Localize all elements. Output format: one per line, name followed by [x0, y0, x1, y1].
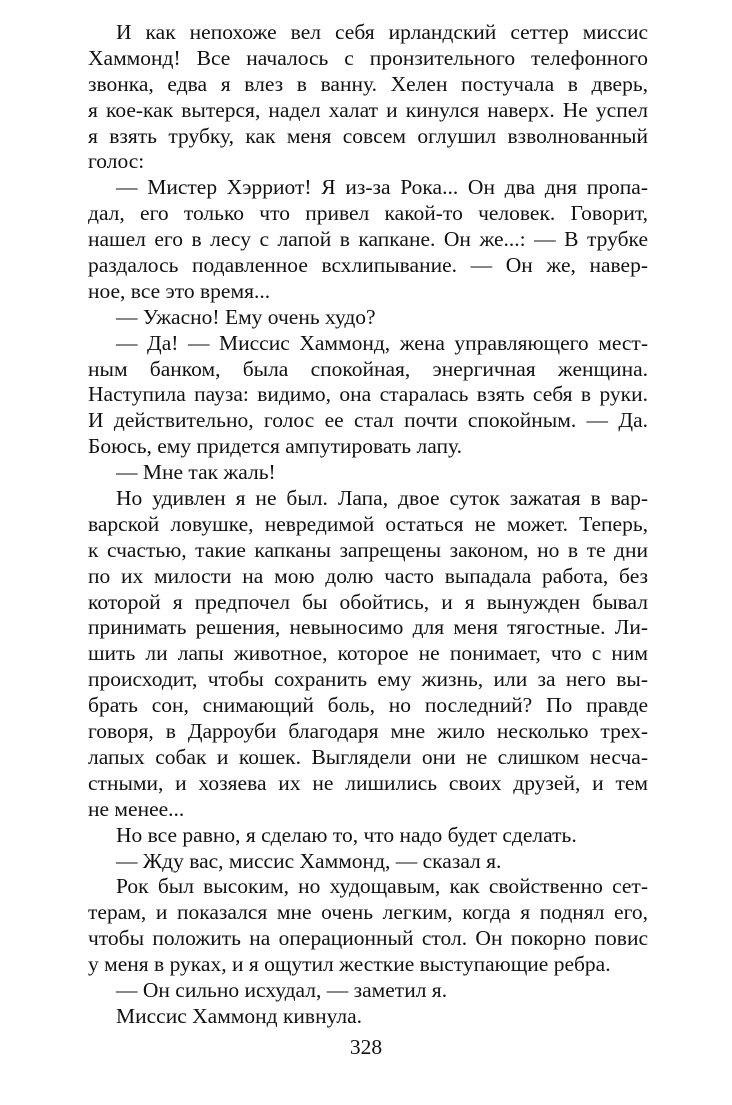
text-line: ное, все это время... [88, 278, 271, 303]
text-line: голос: [88, 149, 145, 174]
text-line: — Жду вас, миссис Хаммонд, — сказал я. [116, 848, 502, 873]
text-line: — Ужасно! Ему очень худо? [116, 304, 376, 329]
text-line: говоря, в Дарроуби благодаря мне жило несколько трех- [88, 719, 648, 744]
body-text [88, 20, 648, 1030]
text-line: происходит, чтобы сохранить ему жизнь, или за него вы- [88, 667, 648, 692]
text-line: — Мне так жаль! [116, 460, 276, 485]
text-line: нашел его в лесу с лапой в капкане. Он же...: — В трубке [88, 227, 648, 252]
text-line: Наступила пауза: видимо, она старалась взять себя в руки. [88, 382, 648, 407]
text-line: Хаммонд! Все началось с пронзительного телефонного [88, 45, 648, 70]
text-line: варской ловушке, невредимой остаться не может. Теперь, [88, 511, 648, 536]
text-line: к счастью, такие капканы запрещены законом, но в те дни [88, 537, 648, 562]
text-line: ным банком, была спокойная, энергичная женщина. [88, 356, 648, 381]
text-line: стными, и хозяева их не лишились своих друзей, и тем [88, 770, 648, 795]
text-line: — Он сильно исхудал, — заметил я. [116, 977, 448, 1002]
text-line: брать сон, снимающий боль, но последний? По правде [88, 693, 648, 718]
text-line: Миссис Хаммонд кивнула. [116, 1003, 363, 1028]
text-line: И действительно, голос ее стал почти спокойным. — Да. [88, 408, 648, 433]
text-line: дал, его только что привел какой-то человек. Говорит, [88, 201, 648, 226]
text-line: принимать решения, невыносимо для меня тягостные. Ли- [88, 615, 648, 640]
text-line: я кое-как вытерся, надел халат и кинулся наверх. Не успел [88, 97, 648, 122]
text-line: И как непохоже вел себя ирландский сеттер миссис [116, 20, 648, 44]
text-line: по их милости на мою долю часто выпадала работа, без [88, 563, 648, 588]
text-line: чтобы положить на операционный стол. Он покорно повис [88, 926, 648, 951]
text-line: я взять трубку, как меня совсем оглушил взволнованный [88, 123, 648, 148]
text-line: не менее... [88, 796, 185, 821]
text-line: которой я предпочел бы обойтись, и я вынужден бывал [88, 589, 648, 614]
text-line: звонка, едва я влез в ванну. Хелен постучала в дверь, [88, 71, 648, 96]
text-line: — Да! — Миссис Хаммонд, жена управляющего мест- [116, 330, 648, 355]
text-line: Рок был высоким, но худощавым, как свойственно сет- [116, 874, 648, 899]
text-line: раздалось подавленное всхлипывание. — Он же, навер- [88, 253, 648, 278]
text-line: терам, и показался мне очень легким, когда я поднял его, [88, 900, 648, 925]
text-line: Но все равно, я сделаю то, что надо будет сделать. [116, 822, 577, 847]
text-line: шить ли лапы животное, которое не понимает, что с ним [88, 641, 648, 666]
text-line: Но удивлен я не был. Лапа, двое суток зажатая в вар- [116, 486, 648, 511]
text-line: Боюсь, ему придется ампутировать лапу. [88, 434, 462, 459]
text-line: у меня в руках, и я ощутил жесткие выступающие ребра. [88, 952, 611, 977]
page-number: 328 [349, 1035, 383, 1059]
text-line: — Мистер Хэрриот! Я из-за Рока... Он два дня пропа- [116, 175, 648, 200]
text-line: лапых собак и кошек. Выглядели они не слишком несча- [88, 744, 648, 769]
